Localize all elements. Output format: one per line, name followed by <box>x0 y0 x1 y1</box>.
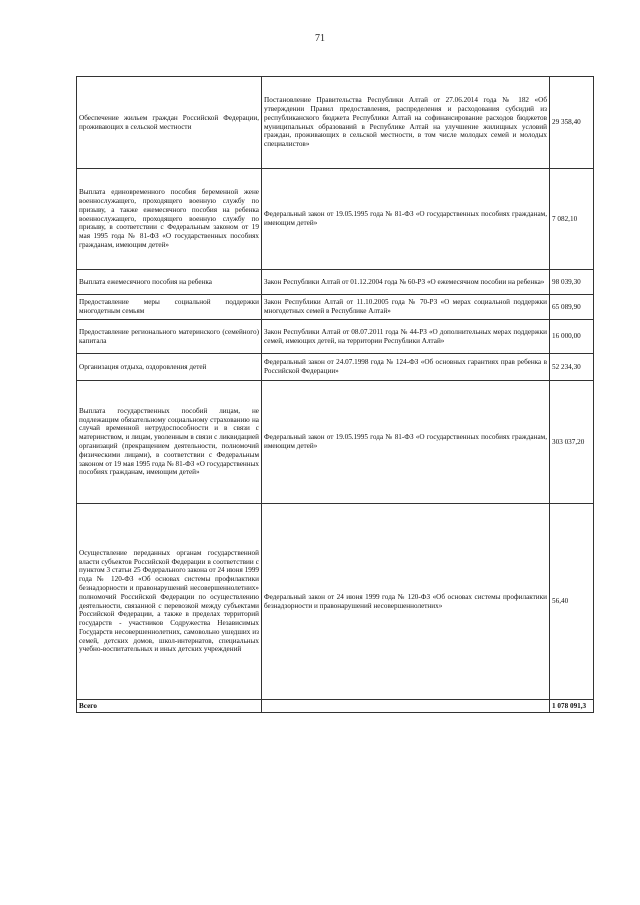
table-row <box>77 169 594 270</box>
total-amount: 1 078 091,3 <box>550 700 594 713</box>
amount-cell: 7 082,10 <box>550 169 594 270</box>
table-row <box>77 504 594 700</box>
total-empty-cell <box>262 700 550 713</box>
amount-cell: 56,40 <box>550 504 594 700</box>
legal-basis-cell: Федеральный закон от 19.05.1995 года № 81-ФЗ «О государственных пособиях гражданам, имеющим детей» <box>262 169 550 270</box>
measure-cell: Обеспечение жильем граждан Российской Федерации, проживающих в сельской местности <box>77 77 262 169</box>
measure-cell: Выплата единовременного пособия беременной жене военнослужащего, проходящего военную службу по призыву, а также ежемесячного пособия на ребенка военнослужащего, проходящего военную службу по призыву, в соответствии с Федеральным законом от 19 мая 1995 года № 81-ФЗ «О государственных пособиях гражданам, имеющим детей» <box>77 169 262 270</box>
legal-basis-cell: Постановление Правительства Республики Алтай от 27.06.2014 года № 182 «Об утверждении Правил предоставления, распределения и расходования субсидий из республиканского бюджета Республики Алтай на софинансирование расходов бюджетов муниципальных образований в Республике Алтай на улучшение жилищных условий граждан, проживающих в сельской местности, в том числе молодых семей и молодых специалистов» <box>262 77 550 169</box>
legal-basis-cell: Закон Республики Алтай от 01.12.2004 года № 60-РЗ «О ежемесячном пособии на ребенка» <box>262 270 550 295</box>
total-row <box>77 700 594 713</box>
legal-basis-cell: Федеральный закон от 24 июня 1999 года № 120-ФЗ «Об основах системы профилактики безнадзорности и правонарушений несовершеннолетних» <box>262 504 550 700</box>
total-label: Всего <box>77 700 262 713</box>
table-row <box>77 320 594 354</box>
amount-cell: 65 089,90 <box>550 295 594 320</box>
legal-basis-cell: Федеральный закон от 24.07.1998 года № 124-ФЗ «Об основных гарантиях прав ребенка в Российской Федерации» <box>262 354 550 381</box>
measure-cell: Организация отдыха, оздоровления детей <box>77 354 262 381</box>
table-row <box>77 295 594 320</box>
measure-cell: Осуществление переданных органам государственной власти субъектов Российской Федерации в соответствии с пунктом 3 статьи 25 Федерального закона от 24 июня 1999 года № 120-ФЗ «Об основах системы профилактики безнадзорности и правонарушений несовершеннолетних» полномочий Российской Федерации по осуществлению деятельности, связанной с перевозкой между субъектами Российской Федерации, а также в пределах территорий государств - участников Содружества Независимых Государств несовершеннолетних, самовольно ушедших из семей, детских домов, школ-интернатов, специальных учебно-воспитательных и иных детских учреждений <box>77 504 262 700</box>
table-row <box>77 354 594 381</box>
table-body <box>77 77 594 713</box>
table-row <box>77 270 594 295</box>
measure-cell: Выплата государственных пособий лицам, не подлежащим обязательному социальному страхованию на случай временной нетрудоспособности и в связи с материнством, и лицам, уволенным в связи с ликвидацией организаций (прекращением деятельности, полномочий физическими лицами), в соответствии с Федеральным законом от 19 мая 1995 года № 81-ФЗ «О государственных пособиях гражданам, имеющим детей» <box>77 381 262 504</box>
amount-cell: 98 039,30 <box>550 270 594 295</box>
legal-basis-cell: Закон Республики Алтай от 11.10.2005 года № 70-РЗ «О мерах социальной поддержки многодетных семей в Республике Алтай» <box>262 295 550 320</box>
amount-cell: 29 358,40 <box>550 77 594 169</box>
measure-cell: Предоставление регионального материнского (семейного) капитала <box>77 320 262 354</box>
amount-cell: 303 037,20 <box>550 381 594 504</box>
budget-table <box>76 76 594 713</box>
legal-basis-cell: Закон Республики Алтай от 08.07.2011 года № 44-РЗ «О дополнительных мерах поддержки семей, имеющих детей, на территории Республики Алтай» <box>262 320 550 354</box>
amount-cell: 16 000,00 <box>550 320 594 354</box>
measure-cell: Предоставление меры социальной поддержки многодетным семьям <box>77 295 262 320</box>
measure-cell: Выплата ежемесячного пособия на ребенка <box>77 270 262 295</box>
amount-cell: 52 234,30 <box>550 354 594 381</box>
table-row <box>77 77 594 169</box>
legal-basis-cell: Федеральный закон от 19.05.1995 года № 81-ФЗ «О государственных пособиях гражданам, имеющим детей» <box>262 381 550 504</box>
table-row <box>77 381 594 504</box>
page-number: 71 <box>315 33 325 44</box>
